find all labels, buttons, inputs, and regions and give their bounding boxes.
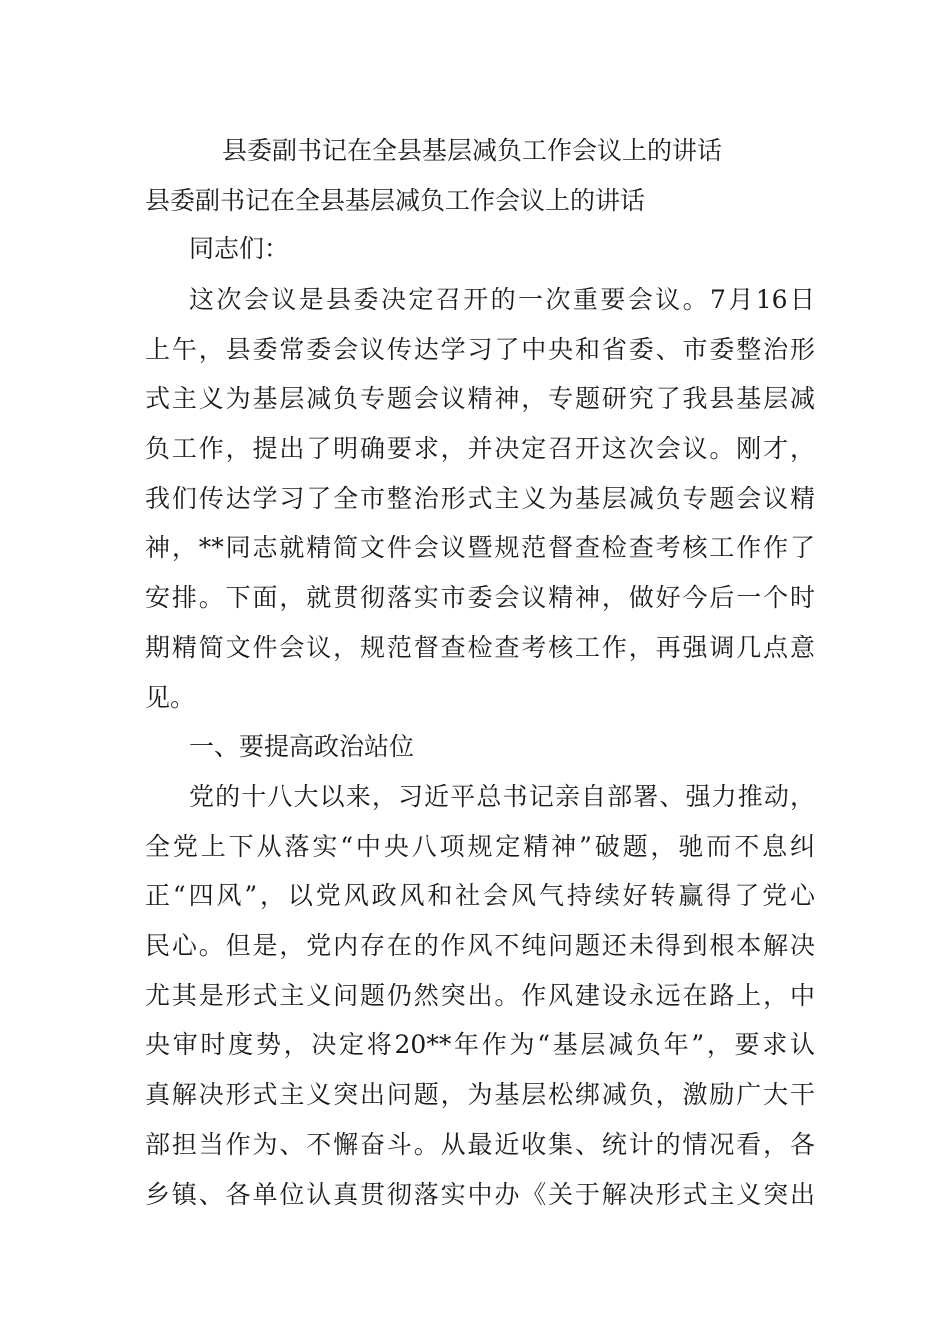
paragraph-line: 正“四风”，以党风政风和社会风气持续好转赢得了党心 (145, 881, 815, 910)
paragraph-line: 见。 (145, 683, 196, 712)
salutation: 同志们： (189, 234, 290, 263)
paragraph-line: 尤其是形式主义问题仍然突出。作风建设永远在路上，中 (145, 981, 815, 1010)
subtitle-line: 县委副书记在全县基层减负工作会议上的讲话 (145, 186, 646, 215)
paragraph-line: 这次会议是县委决定召开的一次重要会议。7月16日 (189, 285, 815, 314)
paragraph-line: 神，**同志就精简文件会议暨规范督查检查考核工作作了 (145, 533, 815, 562)
paragraph-line: 安排。下面，就贯彻落实市委会议精神，做好今后一个时 (145, 583, 815, 612)
section-heading: 一、要提高政治站位 (189, 732, 415, 761)
paragraph-line: 民心。但是，党内存在的作风不纯问题还未得到根本解决 (145, 931, 815, 960)
paragraph-line: 全党上下从落实“中央八项规定精神”破题，驰而不息纠 (145, 832, 815, 861)
paragraph-line: 式主义为基层减负专题会议精神，专题研究了我县基层减 (145, 384, 815, 413)
paragraph-line: 我们传达学习了全市整治形式主义为基层减负专题会议精 (145, 484, 815, 513)
document-title: 县委副书记在全县基层减负工作会议上的讲话 (222, 136, 723, 165)
paragraph-line: 期精简文件会议，规范督查检查考核工作，再强调几点意 (145, 633, 815, 662)
paragraph-line: 央审时度势，决定将20**年作为“基层减负年”，要求认 (145, 1030, 815, 1059)
paragraph-line: 上午，县委常委会议传达学习了中央和省委、市委整治形 (145, 335, 815, 364)
paragraph-line: 部担当作为、不懈奋斗。从最近收集、统计的情况看，各 (145, 1130, 815, 1159)
paragraph-line: 负工作，提出了明确要求，并决定召开这次会议。刚才， (145, 434, 815, 463)
paragraph-line: 党的十八大以来，习近平总书记亲自部署、强力推动， (189, 782, 815, 811)
paragraph-line: 乡镇、各单位认真贯彻落实中办《关于解决形式主义突出 (145, 1180, 815, 1209)
paragraph-line: 真解决形式主义突出问题，为基层松绑减负，激励广大干 (145, 1080, 815, 1109)
